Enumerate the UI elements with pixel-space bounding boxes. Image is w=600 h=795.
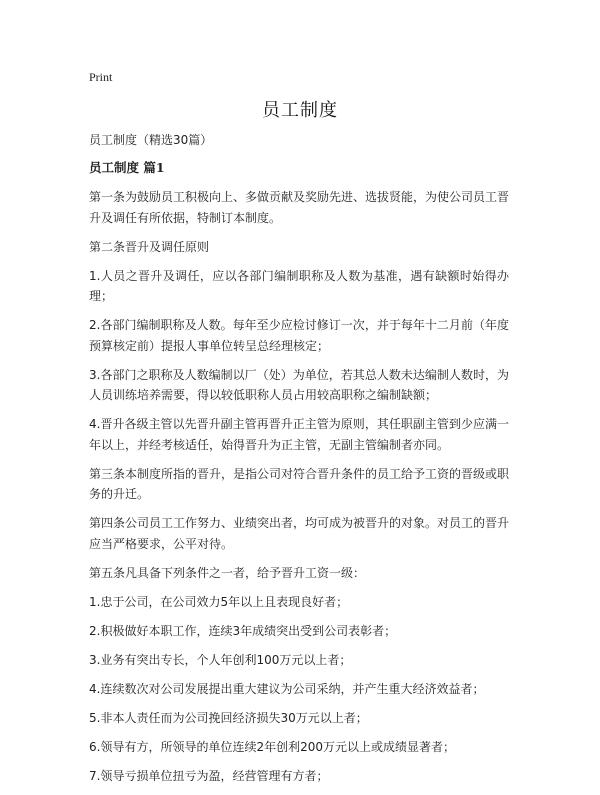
page-title: 员工制度: [262, 100, 338, 121]
paragraph: 第一条为鼓励员工积极向上、多做贡献及奖励先进、选拔贤能，为使公司员工晋升及调任有所依据，特制订本制度。: [89, 190, 510, 225]
paragraph: 第四条公司员工工作努力、业绩突出者，均可成为被晋升的对象。对员工的晋升应当严格要求，公平对待。: [89, 516, 510, 551]
paragraph: 7.领导亏损单位扭亏为盈，经营管理有方者；: [89, 768, 329, 783]
document-body: [89, 130, 509, 795]
document-subtitle: 员工制度（精选30篇）: [89, 133, 213, 147]
paragraph: 第三条本制度所指的晋升，是指公司对符合晋升条件的员工给予工资的晋级或职务的升迁。: [89, 466, 510, 501]
paragraph: 3.各部门之职称及人数编制以厂（处）为单位，若其总人数未达编制人数时，为人员训练培养需要，得以较低职称人员占用较高职称之编制缺额；: [89, 367, 509, 402]
section-heading: 员工制度 篇1: [89, 160, 165, 175]
paragraph: 第五条凡具备下列条件之一者，给予晋升工资一级：: [89, 565, 366, 580]
paragraph: 1.人员之晋升及调任，应以各部门编制职称及人数为基准，遇有缺额时始得办理；: [89, 268, 509, 303]
paragraph: 4.晋升各级主管以先晋升副主管再晋升正主管为原则，其任职副主管到少应满一年以上，并经考核适任，始得晋升为正主管，无副主管编制者亦同。: [89, 417, 509, 452]
paragraph: 4.连续数次对公司发展提出重大建议为公司采纳，并产生重大经济效益者；: [89, 681, 485, 696]
paragraph: 第二条晋升及调任原则: [89, 239, 210, 254]
print-link[interactable]: Print: [89, 70, 113, 84]
paragraph: 2.各部门编制职称及人数。每年至少应检讨修订一次，并于每年十二月前（年度预算核定前）提报人事单位转呈总经理核定；: [89, 318, 509, 353]
paragraph: 6.领导有方，所领导的单位连续2年创利200万元以上或成绩显著者；: [89, 739, 455, 754]
paragraph: 5.非本人责任而为公司挽回经济损失30万元以上者；: [89, 710, 368, 725]
paragraph: 1.忠于公司，在公司效力5年以上且表现良好者；: [89, 594, 349, 609]
paragraph: 2.积极做好本职工作，连续3年成绩突出受到公司表彰者；: [89, 623, 397, 638]
paragraph: 3.业务有突出专长，个人年创利100万元以上者；: [89, 652, 352, 667]
